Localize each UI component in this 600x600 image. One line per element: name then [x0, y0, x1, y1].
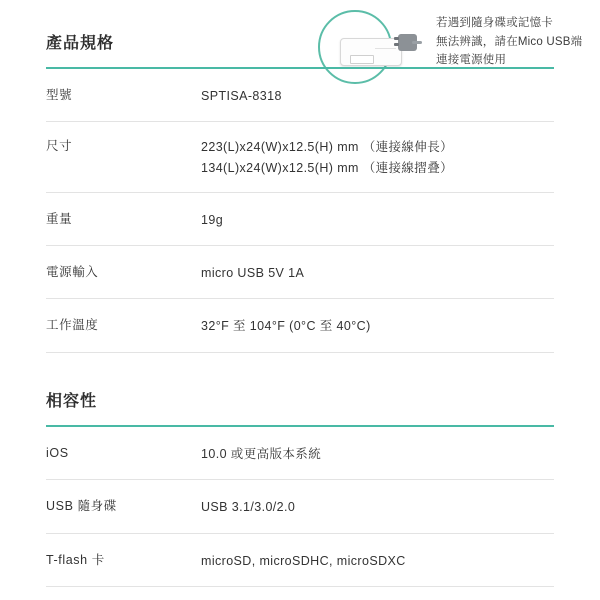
spec-row-tflash-card [46, 534, 554, 587]
section-title-compatibility: 相容性 [46, 388, 554, 427]
spec-label: 尺寸 [46, 139, 73, 154]
spec-value-line: USB 3.1/3.0/2.0 [201, 500, 296, 515]
spec-value-line: SPTISA-8318 [201, 89, 282, 103]
spec-label: 重量 [46, 211, 73, 226]
section-compatibility [46, 388, 554, 587]
spec-value [201, 137, 554, 178]
power-note-line: 連接電源使用 [436, 54, 507, 67]
power-note-line: 若遇到隨身碟或記憶卡 [436, 17, 553, 29]
spec-value-line: 223(L)x24(W)x12.5(H) mm （連接線伸長） [201, 140, 454, 155]
spec-label: USB 隨身碟 [46, 499, 117, 514]
spec-row-ios [46, 427, 554, 480]
spec-value [201, 316, 554, 336]
spec-value-line: micro USB 5V 1A [201, 266, 305, 280]
spec-label: 電源輸入 [46, 265, 99, 279]
spec-value-line: microSD, microSDHC, microSDXC [201, 553, 406, 568]
spec-row-operating-temperature [46, 299, 554, 352]
spec-value-line: 19g [201, 212, 224, 227]
spec-value-line: 10.0 或更高版本系統 [201, 447, 322, 461]
spec-label: iOS [46, 446, 69, 460]
spec-value-line: 32°F 至 104°F (0°C 至 40°C) [201, 319, 371, 334]
spec-value [201, 86, 554, 106]
spec-label: T-flash 卡 [46, 552, 105, 567]
spec-row-power-input [46, 246, 554, 299]
spec-label: 型號 [46, 88, 73, 102]
spec-value [201, 444, 554, 464]
section-product-spec [46, 30, 554, 353]
spec-row-usb-drive [46, 480, 554, 533]
spec-row-dimensions [46, 122, 554, 193]
spec-value [201, 263, 554, 283]
spec-value-line: 134(L)x24(W)x12.5(H) mm （連接線摺叠） [201, 160, 454, 175]
power-note-line: 無法辨識，請在Mico USB端 [436, 35, 583, 48]
spec-label: 工作溫度 [46, 318, 99, 333]
spec-row-weight [46, 193, 554, 246]
section-title-product-spec: 產品規格 [46, 30, 554, 69]
spec-value [201, 551, 554, 571]
spec-row-model [46, 69, 554, 122]
spec-value [201, 497, 554, 517]
spec-value [201, 210, 554, 230]
